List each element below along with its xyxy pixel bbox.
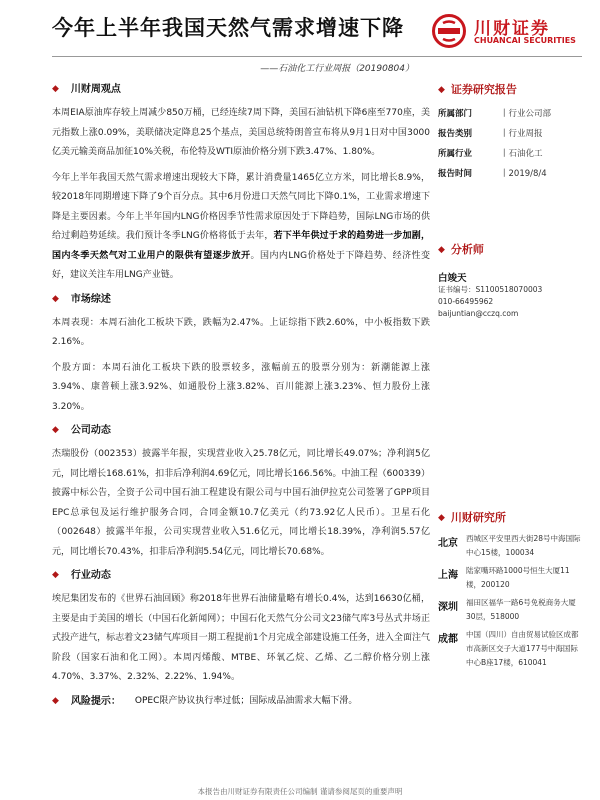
analyst-name: 白竣天 [438,273,467,284]
office-address [438,628,584,670]
section-paragraph [52,590,430,688]
office-address-text: 中国（四川）自由贸易试验区成都市高新区交子大道177号中海国际中心B座17楼，610041 [466,630,579,667]
main-content [52,82,430,716]
office-city: 上海 [438,570,458,581]
section-paragraph [52,314,430,353]
diamond-bullet-icon: ◆ [52,425,59,435]
paragraph-text: 杰瑞股份（002353）披露半年报，实现营业收入25.78亿元，同比增长49.07%；净利润5亿元，同比增长168.61%，扣非后净利润4.69亿元，同比增长166.56%。中油工程（600339）披露中标公告，全资子公司中国石油工程建设有限公司与中国石油伊拉克公司签署了GPP项目EPC总承包及运行维护服务合同，合同金额10.7亿美元（约73.92亿人民币）。卫星石化（002648）披露半年报，公司实现营业收入51.6亿元，同比增长18.39%，净利润5.57亿元，同比增长70.43%，扣非后净利润5.54亿元，同比增长70.68%。 [52,449,430,557]
section-paragraph [52,169,430,286]
section-paragraph [52,104,430,163]
section-heading-text: 公司动态 [70,425,111,436]
diamond-bullet-icon: ◆ [52,84,59,94]
report-info-heading: ◆ 证券研究报告 [438,83,517,96]
diamond-bullet-icon: ◆ [438,513,445,523]
header-divider [52,56,582,57]
emphasis-text: 若下半年供过于求的趋势进一步加剧，国内冬季天然气对工业用户的限供有望逐步放开 [52,231,430,261]
section-heading-text: 川财周观点 [70,84,121,95]
report-info-row [438,124,584,144]
report-info-key: 报告类别 [438,129,473,139]
page-footer: 本报告由川财证券有限责任公司编制 谨请参阅尾页的重要声明 [197,787,403,796]
report-info-key: 报告时间 [438,169,473,179]
paragraph-text: 个股方面：本周石油化工板块下跌的股票较多，涨幅前五的股票分别为：新潮能源上涨3.94%、康普顿上涨3.92%、如通股份上涨3.82%、百川能源上涨3.23%、恒力股份上涨3.20%。 [52,362,430,412]
risk-label: 风险提示： [70,695,121,707]
report-title: 今年上半年我国天然气需求增速下降 [52,16,404,40]
report-info-row [438,164,584,184]
diamond-bullet-icon: ◆ [52,695,59,706]
office-address-text: 西城区平安里西大街28号中海国际中心15楼，100034 [466,534,581,557]
company-logo-english-name: CHUANCAI SECURITIES [474,36,576,45]
section-heading [52,82,430,97]
section-heading [52,568,430,583]
company-logo [432,14,582,48]
company-logo-chinese-name: 川财证券 [474,19,550,39]
report-subtitle: ——石油化工行业周报（20190804） [260,64,414,74]
report-info-value: 丨石油化工 [500,149,543,159]
report-info-row [438,144,584,164]
paragraph-text: 本周EIA原油库存较上周减少850万桶，已经连续7周下降，美国石油钻机下降6座至770座，美元指数上涨0.09%，美联储决定降息25个基点，美国总统特朗普宣布将从9月1日对中国3000亿美元输美商品加征10%关税，布伦特及WTI原油价格分别下跌3.47%、1.80%。 [52,108,430,157]
office-city: 成都 [438,634,458,645]
office-address [438,532,584,560]
paragraph-text: 埃尼集团发布的《世界石油回顾》称2018年世界石油储量略有增长0.4%，达到16630亿桶，主要是由于美国的增长（中国石化新闻网）；中国石化天然气分公司文23储气库3号丛式井场正式投产进气，标志着文23储气库项目一期工程提前1个月完成全部建设施工任务，进入全面注气阶段（国家石油和化工网）。本周丙烯酸、MTBE、环氧乙烷、乙烯、乙二醇价格分别上涨4.70%、3.37%、2.32%、2.22%、1.94%。 [52,594,430,682]
office-address-text: 福田区福华一路6号免税商务大厦30层，518000 [466,598,576,621]
section-paragraph [52,359,430,418]
report-info-key: 所属部门 [438,109,473,119]
paragraph-text: 。国内内LNG价格处于下降趋势、经济性变好，建议关注车用LNG产业链。 [52,250,430,280]
analyst-phone: 010-66495962 [438,297,494,306]
section-heading [52,423,430,438]
paragraph-text: 本周表现：本周石油化工板块下跌，跌幅为2.47%。上证综指下跌2.60%，中小板指数下跌2.16%。 [52,317,430,347]
report-info-table [438,104,584,184]
analyst-heading: ◆ 分析师 [438,243,484,256]
sidebar [438,82,584,674]
diamond-bullet-icon: ◆ [52,293,59,304]
section-heading [52,292,430,307]
report-info-row [438,104,584,124]
section-paragraph [52,445,430,562]
analyst-email: baijuntian@cczq.com [438,309,519,318]
section-heading-text: 行业动态 [70,570,111,581]
report-info-value: 丨行业周报 [500,129,543,139]
company-addresses [438,532,584,670]
office-city: 北京 [438,538,458,549]
office-address [438,596,584,624]
report-info-value: 丨2019/8/4 [500,169,547,179]
office-address-text: 陆家嘴环路1000号恒生大厦11楼，200120 [466,566,570,589]
section-heading-text: 市场综述 [70,293,111,305]
company-logo-mark-icon [432,14,466,48]
diamond-bullet-icon: ◆ [52,570,59,580]
diamond-bullet-icon: ◆ [438,245,445,255]
analyst-cert: 证书编号：S1100518070003 [438,285,543,294]
paragraph-text: 今年上半年我国天然气需求增速出现较大下降，累计消费量1465亿立方米，同比增长8.9%，较2018年同期增速下降了9个百分点。其中6月份进口天然气同比下降0.1%，工业需求增速下降是主要因素。今年上半年国内LNG价格因季节性需求原因处于下降趋势，国际LNG市场的供给过剩趋势延续。我们预计冬季LNG价格将低于去年， [52,172,430,241]
risk-text: OPEC限产协议执行率过低；国际成品油需求大幅下滑。 [134,695,358,706]
office-city: 深圳 [438,602,458,613]
company-heading: ◆ 川财研究所 [438,511,506,524]
office-address [438,564,584,592]
report-info-value: 丨行业公司部 [500,109,552,119]
diamond-bullet-icon: ◆ [438,85,445,95]
risk-warning [52,694,430,709]
report-info-key: 所属行业 [438,149,473,159]
